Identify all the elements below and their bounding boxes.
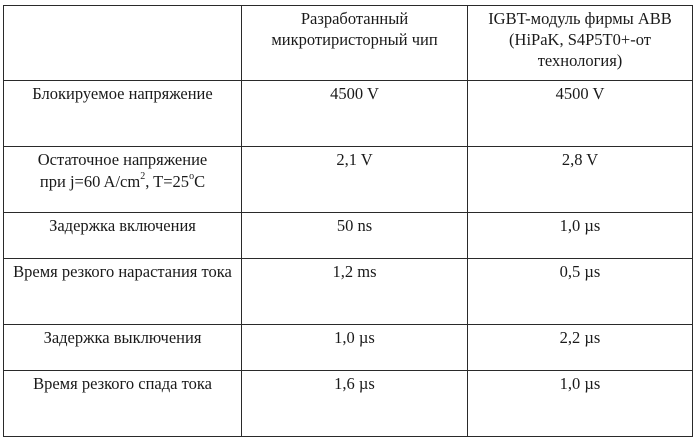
header-cell-developed-chip: Разработанный микротиристорный чип bbox=[242, 6, 468, 81]
value-developed-current-fall-time: 1,6 µs bbox=[242, 370, 468, 436]
table-row bbox=[4, 146, 693, 212]
table-row bbox=[4, 213, 693, 259]
value-developed-residual-voltage: 2,1 V bbox=[242, 146, 468, 212]
value-igbt-turn-off-delay: 2,2 µs bbox=[468, 325, 693, 371]
param-current-rise-time: Время резкого нарастания тока bbox=[4, 258, 242, 324]
value-developed-turn-on-delay: 50 ns bbox=[242, 213, 468, 259]
value-developed-current-rise-time: 1,2 ms bbox=[242, 258, 468, 324]
param-turn-on-delay: Задержка включения bbox=[4, 213, 242, 259]
value-igbt-blocking-voltage: 4500 V bbox=[468, 80, 693, 146]
header-cell-parameter bbox=[4, 6, 242, 81]
value-developed-blocking-voltage: 4500 V bbox=[242, 80, 468, 146]
param-residual-voltage bbox=[4, 146, 242, 212]
value-igbt-turn-on-delay: 1,0 µs bbox=[468, 213, 693, 259]
table-header-row bbox=[4, 6, 693, 81]
table-row bbox=[4, 325, 693, 371]
table-row bbox=[4, 258, 693, 324]
value-igbt-residual-voltage: 2,8 V bbox=[468, 146, 693, 212]
table-row bbox=[4, 80, 693, 146]
param-blocking-voltage: Блокируемое напряжение bbox=[4, 80, 242, 146]
value-igbt-current-rise-time: 0,5 µs bbox=[468, 258, 693, 324]
unit-exponent: 2 bbox=[140, 171, 146, 183]
param-residual-voltage-line2a: при j=60 A/cm bbox=[39, 171, 141, 191]
table-row bbox=[4, 370, 693, 436]
value-developed-turn-off-delay: 1,0 µs bbox=[242, 325, 468, 371]
header-cell-igbt-module: IGBT-модуль фирмы ABB (HiPaK, S4P5T0+-от технология) bbox=[468, 6, 693, 81]
param-residual-voltage-line2c: C bbox=[194, 171, 206, 191]
param-current-fall-time: Время резкого спада тока bbox=[4, 370, 242, 436]
param-turn-off-delay: Задержка выключения bbox=[4, 325, 242, 371]
value-igbt-current-fall-time: 1,0 µs bbox=[468, 370, 693, 436]
param-residual-voltage-line1: Остаточное напряжение bbox=[37, 149, 208, 169]
param-residual-voltage-line2b: , T=25 bbox=[145, 171, 190, 191]
comparison-table bbox=[3, 5, 693, 437]
degree-mark: o bbox=[189, 171, 195, 183]
